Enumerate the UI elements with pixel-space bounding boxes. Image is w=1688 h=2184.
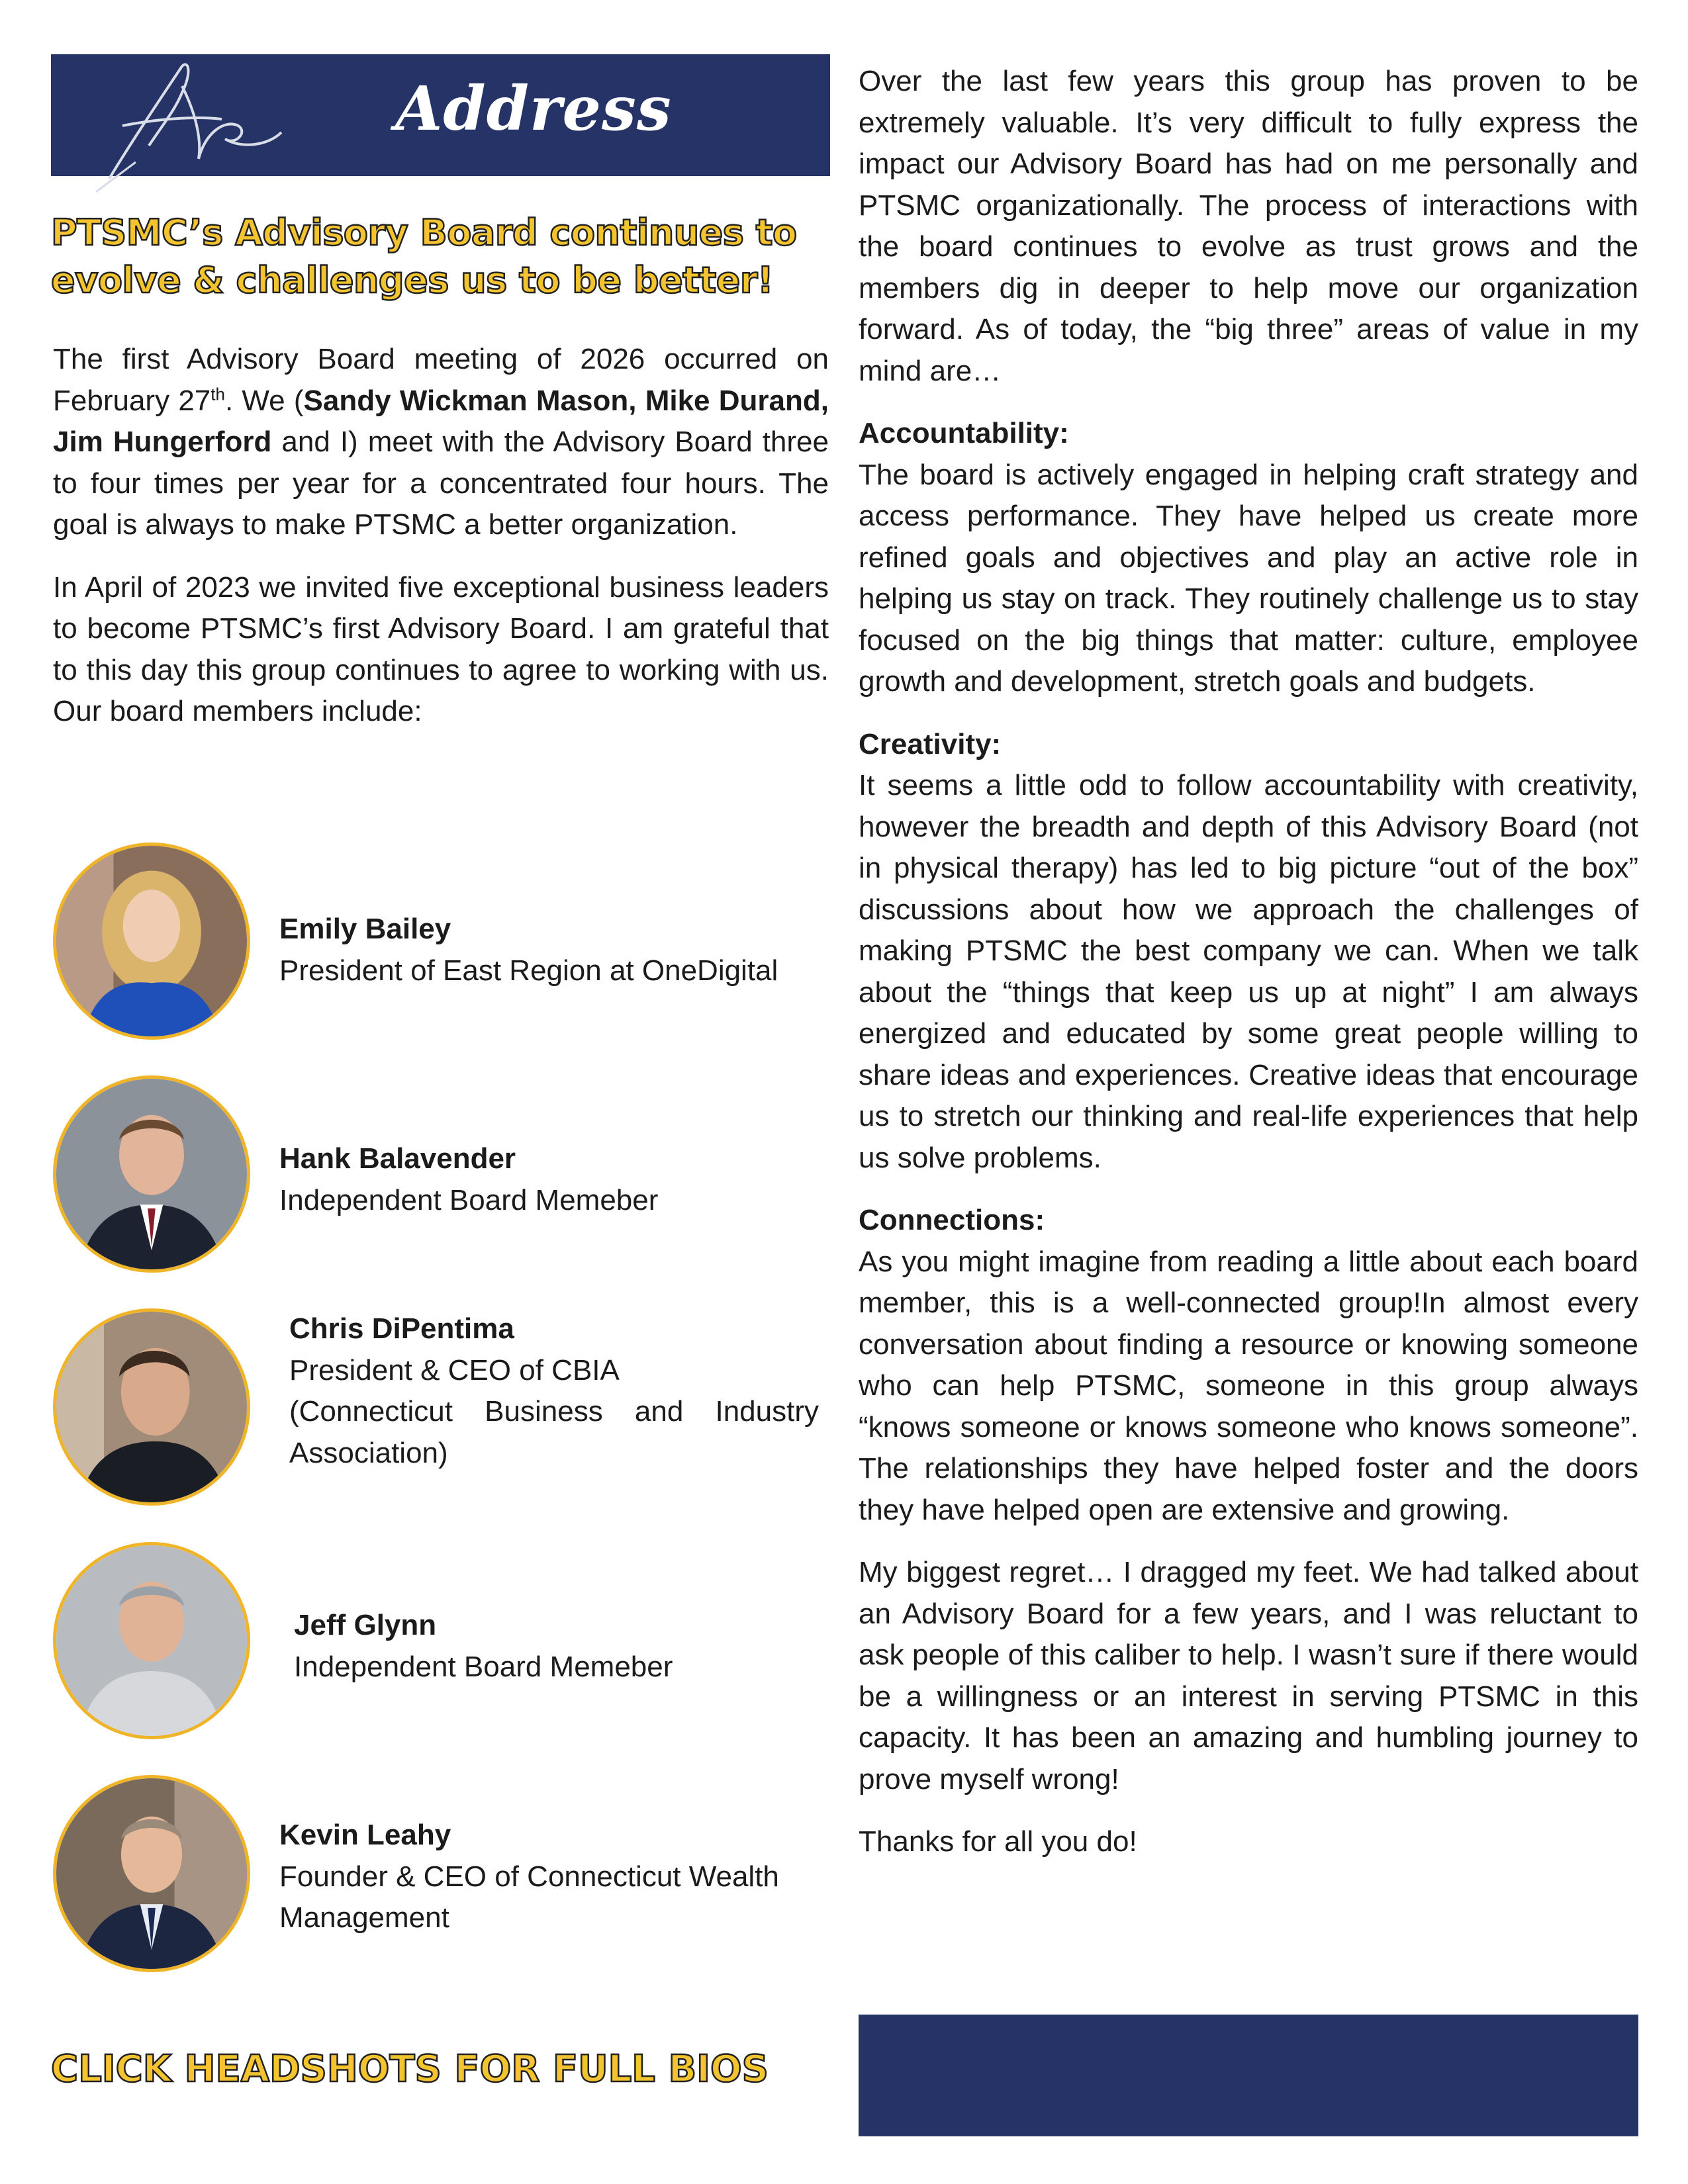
member-info	[289, 1308, 819, 1474]
member-name: Chris DiPentima	[289, 1312, 514, 1345]
member-title: President of East Region at OneDigital	[279, 954, 778, 987]
thanks-line: Thanks for all you do!	[859, 1825, 1137, 1858]
member-title-line-1: President & CEO of CBIA	[289, 1353, 620, 1387]
member-title: Independent Board Memeber	[279, 1183, 659, 1216]
headshot-emily-graphic	[56, 846, 247, 1036]
right-column	[859, 61, 1638, 1884]
section-heading: Connections:	[859, 1204, 1045, 1236]
member-name: Jeff Glynn	[294, 1609, 437, 1641]
member-info	[279, 1138, 658, 1221]
banner-title: Address	[395, 73, 672, 144]
member-name: Kevin Leahy	[279, 1819, 451, 1851]
intro-paragraph-1	[53, 339, 829, 546]
intro-p1-names: Sandy Wickman Mason, Mike Durand, Jim Hungerford	[53, 384, 829, 458]
board-member-hank-balavender	[53, 1075, 834, 1281]
section-creativity	[859, 724, 1638, 1179]
member-name: Emily Bailey	[279, 913, 451, 945]
section-accountability	[859, 413, 1638, 703]
headline	[51, 209, 845, 304]
intro-p1-text-a: The first Advisory Board meeting of 2026 occurred on February 27	[53, 343, 829, 417]
headshot-hank-graphic	[56, 1079, 247, 1269]
click-headshots-cta: CLICK HEADSHOTS FOR FULL BIOS	[51, 2048, 769, 2091]
headshot-jeff-glynn[interactable]	[53, 1542, 250, 1739]
member-title: Independent Board Memeber	[294, 1650, 673, 1683]
intro-p1-text-c: and I) meet with the Advisory Board three to four times per year for a concentrated four hours. The goal is always to make PTSMC a better organization.	[53, 426, 829, 541]
member-title-line-2: Management	[279, 1901, 449, 1934]
intro-p1-text-b: . We (	[224, 384, 304, 417]
board-member-emily-bailey	[53, 842, 834, 1048]
intro-paragraph-2: In April of 2023 we invited five exceptional business leaders to become PTSMC’s first Advisory Board. I am grateful that to this day this group continues to agree to working with us. Our board members include:	[53, 570, 829, 727]
section-heading: Accountability:	[859, 417, 1069, 449]
headshot-jeff-graphic	[56, 1545, 247, 1736]
section-connections	[859, 1200, 1638, 1531]
regret-paragraph: My biggest regret… I dragged my feet. We had talked about an Advisory Board for a few years, and I was reluctant to ask people of this caliber to help. I wasn’t sure if there would be a willingness or an interest in serving PTSMC in this capacity. It has been an amazing and humbling journey to prove myself wrong!	[859, 1556, 1638, 1796]
member-info	[279, 909, 778, 991]
footer-blue-block	[859, 2015, 1638, 2136]
member-title-line-3: Association)	[289, 1436, 448, 1469]
member-name: Hank Balavender	[279, 1142, 516, 1175]
member-info	[294, 1605, 673, 1688]
section-heading: Creativity:	[859, 727, 1002, 760]
member-info	[279, 1815, 822, 1939]
signature-graphic	[83, 46, 361, 199]
headshot-kevin-graphic	[56, 1778, 247, 1969]
section-body: The board is actively engaged in helping craft strategy and access performance. They have helped us create more refined goals and objectives and play an active role in helping us stay on track. They routinely challenge us to stay focused on the big things that matter: culture, employee growth and development, stretch goals and budgets.	[859, 458, 1638, 698]
headshot-chris-graphic	[56, 1312, 247, 1502]
member-title-line-2: (Connecticut Business and Industry	[289, 1395, 819, 1428]
headline-line-1: PTSMC’s Advisory Board continues to	[51, 212, 797, 253]
right-intro: Over the last few years this group has proven to be extremely valuable. It’s very difficult to fully express the impact our Advisory Board has had on me personally and PTSMC organizationally. The process of interactions with the board continues to evolve as trust grows and the members dig in deeper to help move our organization forward. As of today, the “big three” areas of value in my mind are…	[859, 65, 1638, 387]
headshot-kevin-leahy[interactable]	[53, 1775, 250, 1972]
member-title-line-1: Founder & CEO of Connecticut Wealth	[279, 1860, 779, 1893]
section-body: It seems a little odd to follow accountability with creativity, however the breadth and depth of this Advisory Board (not in physical therapy) has led to big picture “out of the box” discussions about how we approach the challenges of making PTSMC the best company we can. When we talk about the “things that keep us up at night” I am always energized and educated by some great people willing to share ideas and experiences. Creative ideas that encourage us to stretch our thinking and real-life experiences that help us solve problems.	[859, 769, 1638, 1174]
board-member-kevin-leahy	[53, 1775, 834, 1980]
headshot-chris-dipentima[interactable]	[53, 1308, 250, 1506]
headshot-hank-balavender[interactable]	[53, 1075, 250, 1273]
headshot-emily-bailey[interactable]	[53, 842, 250, 1040]
section-body: As you might imagine from reading a little about each board member, this is a well-connected group!In almost every conversation about finding a resource or knowing someone who can help PTSMC, someone in this group always “knows someone or knows someone who knows someone”. The relationships they have helped foster and the doors they have helped open are extensive and growing.	[859, 1245, 1638, 1526]
board-member-chris-dipentima	[53, 1308, 834, 1514]
ordinal-suffix: th	[211, 383, 225, 404]
left-intro	[53, 339, 829, 754]
headline-line-2: evolve & challenges us to be better!	[51, 259, 774, 301]
board-member-jeff-glynn	[53, 1542, 834, 1747]
